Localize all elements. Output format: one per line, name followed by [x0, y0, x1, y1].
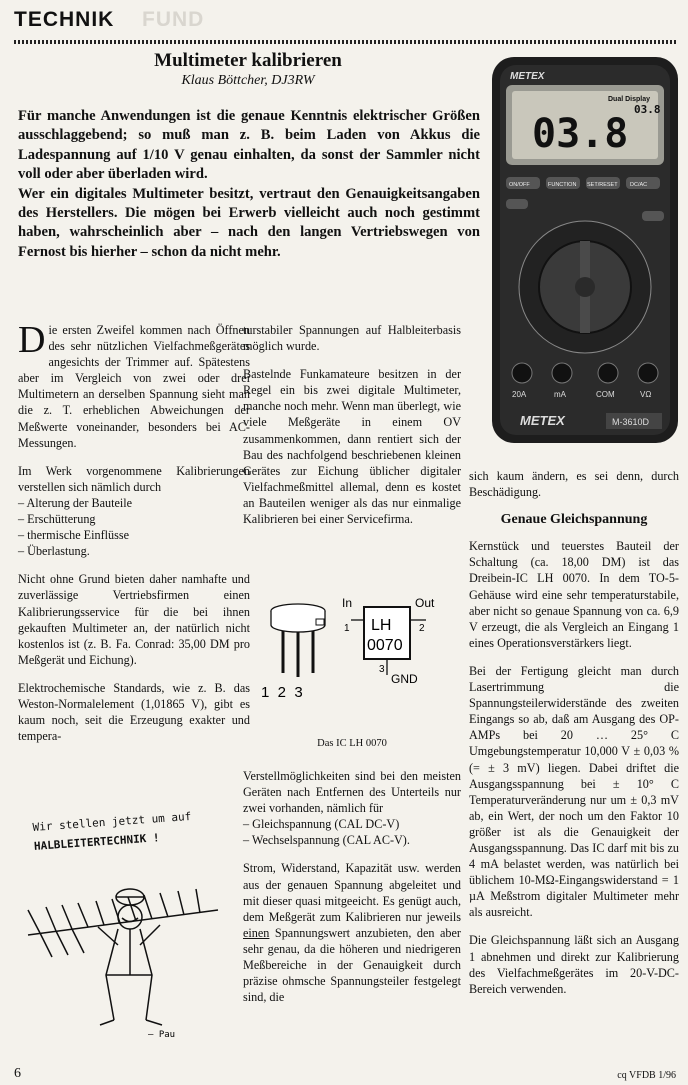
column-2-top [243, 322, 461, 539]
col2-p2: Bastelnde Funkamateure besitzen in der Regel ein bis zwei digitale Multimeter, manche noch mehr. Wenn man überlegt, wie viele Meßgeräte in einem OV zusammenkommen, dann rentiert sich der Bau des nachfolgend beschriebenen kleinen Gerätes zur Eichung üblicher digitaler Vielfachmeßmittel allemal, denn es kostet an Bauteilen weniger als das nur einmalige Kalibrieren bei einer Servicefirma. [243, 367, 461, 527]
col1-p1: Die ersten Zweifel kommen nach Öffnen des sehr nützlichen Vielfachmeßgerätes angesichts der Trimmer auf. Spätestens aber im Vergleich von zwei oder drei Multimetern an derselben Spannung sieht man die z. T. erheblichen Abweichungen der Meßwerte voneinander, besonders bei AC-Messungen. [18, 319, 250, 450]
button-label: DC/AC [630, 182, 648, 188]
col2-p3: Verstellmöglichkeiten sind bei den meisten Geräten nach Entfernen des Unterteils nur zwei vorhanden, nämlich für [243, 769, 461, 816]
col1-p4: Elektrochemische Standards, wie z. B. das Weston-Normalelement (1,01865 V), gibt es kaum noch, seit die Erzeugung exakter und tempera- [18, 680, 250, 744]
list-item: – Gleichspannung (CAL DC-V) [243, 817, 400, 832]
lead-paragraph [18, 107, 480, 262]
drop-cap: D [18, 319, 46, 361]
lead-p2: Wer ein digitales Multimeter besitzt, vertraut den Genauigkeitsangaben des Herstellers. Die mögen bei Erwerb vielleicht auch noch gestimmt haben, wahrscheinlich aber – nach den langen Vertriebswegen von Fernost bis hierher – schon da nicht mehr. [18, 185, 480, 260]
button-label: SET/RESET [587, 182, 618, 188]
leg-numbers: 1 2 3 [261, 684, 303, 701]
journal-footer: cq VFDB 1/96 [617, 1070, 676, 1081]
subheading: Genaue Gleichspannung [500, 512, 648, 528]
list-item: – Erschütterung [18, 512, 96, 527]
to5-package-icon [271, 604, 325, 677]
column-1 [18, 319, 250, 756]
pin-out-label: Out [415, 596, 435, 610]
lead-p1: Für manche Anwendungen ist die genaue Kenntnis elektrischer Größen ausschlaggebend; so muß man z. B. beim Laden von Akkus die Ladespannung auf 1/10 V genau einhalten, da sonst der Sammler nicht voll oder aber überladen wird. [18, 108, 480, 183]
gnd-label: GND [391, 672, 418, 686]
section-header: TECHNIK [14, 8, 115, 31]
col3-p1: sich kaum ändern, es sei denn, durch Beschädigung. [469, 469, 679, 500]
col2-list [243, 816, 461, 848]
list-item: – Wechselspannung (CAL AC-V). [243, 833, 410, 848]
col1-list [18, 495, 250, 559]
list-item: – thermische Einflüsse [18, 528, 130, 543]
cartoon-signature: – Pau [148, 1030, 176, 1040]
meter-model: M-3610D [612, 417, 650, 427]
ic-label-number: 0070 [367, 637, 403, 654]
article-title: Multimeter kalibrieren [154, 50, 342, 71]
page-number: 6 [14, 1066, 21, 1081]
meter-reading: 03.8 [532, 111, 629, 157]
column-2-bottom [243, 768, 461, 1017]
pin-2-label: 2 [419, 623, 425, 634]
button-label: FUNCTION [548, 182, 577, 188]
meter-sub-reading: 03.8 [634, 103, 661, 116]
display-label: Dual Display [608, 96, 651, 103]
header-rule [14, 40, 678, 44]
col3-p4: Die Gleichspannung läßt sich an Ausgang 1 abnehmen und direkt zur Kalibrierung des Vielfachmeßgerätes im 20-V-DC-Bereich verwenden. [469, 933, 679, 996]
range-dial [519, 221, 651, 353]
cartoon-line-1: Wir stellen jetzt um auf [32, 809, 192, 834]
pin-in-label: In [342, 596, 353, 610]
cartoon-drawing [28, 889, 218, 1025]
pin-1-label: 1 [344, 623, 350, 634]
col2-p1: turstabiler Spannungen auf Halbleiterbasis möglich wurde. [243, 323, 461, 354]
terminal-label: 20A [512, 390, 527, 399]
ic-label-name: LH [371, 617, 392, 634]
column-3 [469, 468, 679, 1009]
pin-3-label: 3 [379, 664, 385, 675]
cartoon-line-2: HALBLEITERTECHNIK ! [33, 831, 160, 853]
button-label: ON/OFF [509, 182, 530, 188]
list-item: – Alterung der Bauteile [18, 495, 133, 510]
figure-caption: Das IC LH 0070 [317, 738, 387, 749]
meter-brand-bottom: METEX [520, 413, 565, 428]
col2-p4: Strom, Widerstand, Kapazität usw. werden aus der genauen Spannung abgeleitet und mit dieser quasi mitgeeicht. Es genügt auch, dem Meßgerät zum Kalibrieren nur jeweils einen Spannungswert anzubieten, den aber sehr genau, da die höheren und niedrigeren Meßbereiche in der Genauigkeit durch präzise ohmsche Spannungsteiler festgelegt sind, die [243, 861, 461, 1005]
col3-p2: Kernstück und teuerstes Bauteil der Schaltung (ca. 18,00 DM) ist das Dreibein-IC LH 0070. In dem TO-5-Gehäuse wird eine sehr temperaturstabile, aber nicht so genaue Spannung von ca. 6,9 V erzeugt, die als Vergleich an Eingang 1 eines Operationsverstärkers liegt. [469, 539, 679, 650]
meter-brand-top: METEX [510, 71, 545, 82]
col1-p2: Im Werk vorgenommene Kalibrierungen verstellen sich nämlich durch [18, 463, 250, 494]
col1-p3: Nicht ohne Grund bieten daher namhafte und zuverlässige Vertriebsfirmen einen Kalibrierungsservice für die bei ihnen gekauften Multimeter an, der natürlich nicht kostenlos ist (z. B. Fa. Conrad: 35,00 DM pro Meßgerät und Eichung). [18, 572, 250, 667]
terminal-label: COM [596, 390, 615, 399]
article-author: Klaus Böttcher, DJ3RW [181, 73, 315, 88]
ic-lh0070-figure [256, 595, 446, 705]
list-item: – Überlastung. [18, 544, 90, 559]
col3-p3: Bei der Fertigung gleicht man durch Lasertrimmung die Spannungsteilerwiderstände des zweiten Eingangs so ab, daß am Ausgang des OP-AMPs bei 20 … 25° C Umgebungstemperatur 10,000 V ± 0,03 % (= ± 3 mV) liegen. Dabei driftet die Ausgangsspannung bei ± 10° C Temperaturveränderung nur um ± 0,3 mV ab, ein Wert, der noch um den Faktor 10 größer ist als die Genauigkeit der Ausgangsspannung. Das IC darf mit bis zu 4 mA belastet werden, was natürlich bei üblichem 10-MΩ-Eingangswiderstand = 1 µA Meßstrom digitaler Multimeter mehr als ausreicht. [469, 663, 679, 920]
terminal-label: mA [554, 390, 566, 399]
multimeter-photo [490, 55, 680, 445]
bleed-through-header: FUND [142, 8, 205, 31]
terminal-label: VΩ [640, 390, 652, 399]
